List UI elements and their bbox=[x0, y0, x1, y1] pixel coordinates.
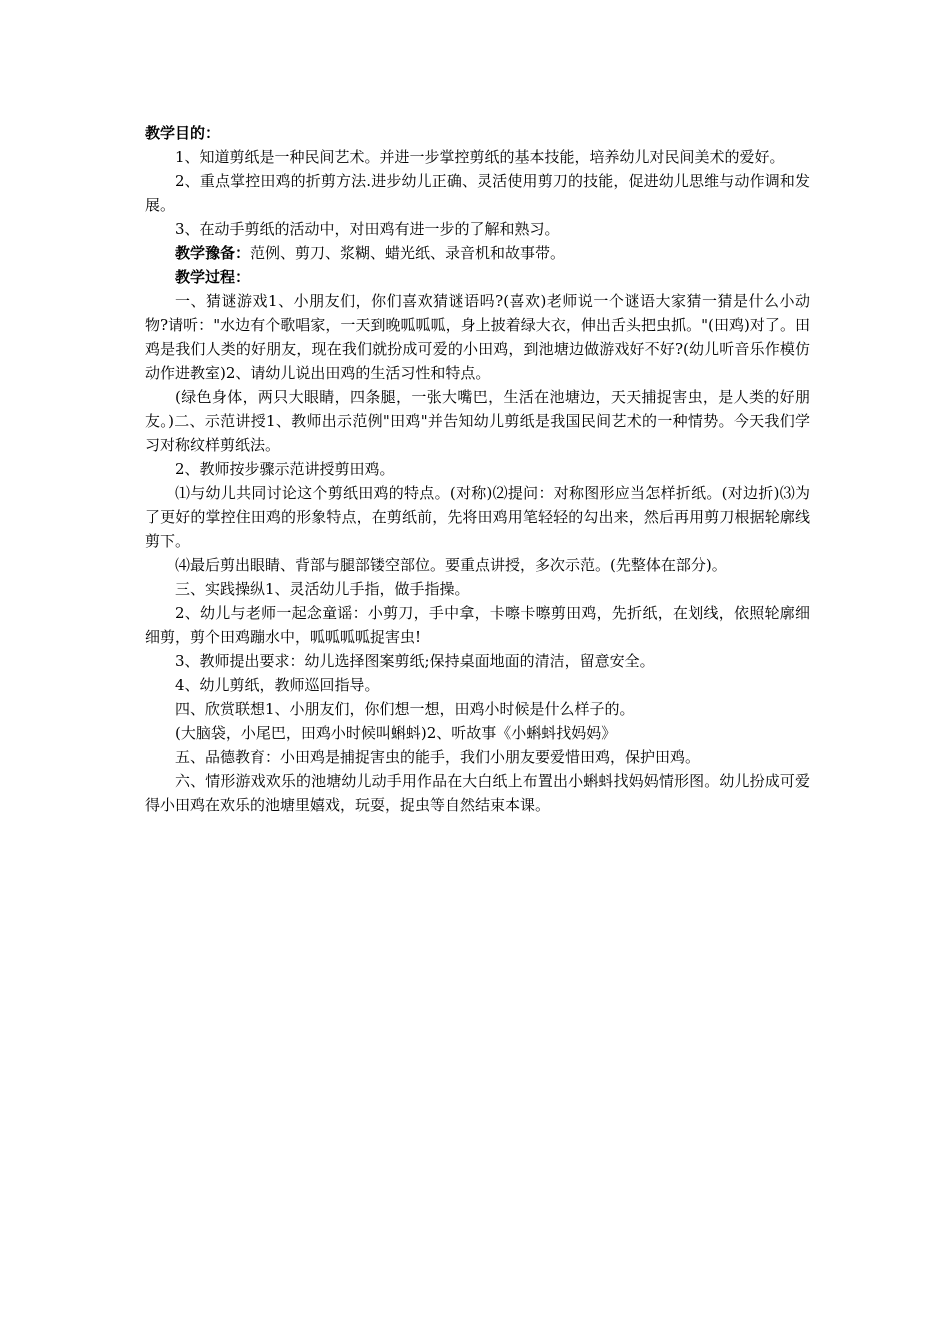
process-paragraph: 3、教师提出要求：幼儿选择图案剪纸;保持桌面地面的清洁，留意安全。 bbox=[175, 652, 655, 670]
process-paragraph: 六、情形游戏欢乐的池塘幼儿动手用作品在大白纸上布置出小蝌蚪找妈妈情形图。幼儿扮成可爱得小田鸡在欢乐的池塘里嬉戏，玩耍，捉虫等自然结束本课。 bbox=[145, 772, 810, 814]
objective-item: 2、重点掌控田鸡的折剪方法.进步幼儿正确、灵活使用剪刀的技能，促进幼儿思维与动作调和发展。 bbox=[145, 172, 810, 214]
process-paragraph: ⑴与幼儿共同讨论这个剪纸田鸡的特点。(对称)⑵提问：对称图形应当怎样折纸。(对边折)⑶为了更好的掌控住田鸡的形象特点，在剪纸前，先将田鸡用笔轻轻的勾出来，然后再用剪刀根据轮廓线剪下。 bbox=[145, 484, 810, 550]
preparation-text: 范例、剪刀、浆糊、蜡光纸、录音机和故事带。 bbox=[250, 244, 566, 262]
process-paragraph: 三、实践操纵1、灵活幼儿手指，做手指操。 bbox=[175, 580, 470, 598]
process-paragraph: 2、教师按步骤示范讲授剪田鸡。 bbox=[175, 460, 395, 478]
process-paragraph: 五、品德教育：小田鸡是捕捉害虫的能手，我们小朋友要爱惜田鸡，保护田鸡。 bbox=[175, 748, 701, 766]
process-paragraph: (大脑袋，小尾巴，田鸡小时候叫蝌蚪)2、听故事《小蝌蚪找妈妈》 bbox=[175, 724, 617, 742]
process-heading: 教学过程： bbox=[175, 268, 251, 286]
objectives-heading: 教学目的： bbox=[145, 124, 221, 142]
process-paragraph: 一、猜谜游戏1、小朋友们，你们喜欢猜谜语吗?(喜欢)老师说一个谜语大家猜一猜是什么小动物?请听："水边有个歌唱家，一天到晚呱呱呱，身上披着绿大衣，伸出舌头把虫抓。"(田鸡)对了。田鸡是我们人类的好朋友，现在我们就扮成可爱的小田鸡，到池塘边做游戏好不好?(幼儿听音乐作模仿动作进教室)2、请幼儿说出田鸡的生活习性和特点。 bbox=[145, 292, 810, 382]
process-paragraph: 四、欣赏联想1、小朋友们，你们想一想，田鸡小时候是什么样子的。 bbox=[175, 700, 635, 718]
process-paragraph: 2、幼儿与老师一起念童谣：小剪刀，手中拿，卡嚓卡嚓剪田鸡，先折纸，在划线，依照轮廓细细剪，剪个田鸡蹦水中，呱呱呱呱捉害虫! bbox=[145, 604, 810, 646]
process-paragraph: ⑷最后剪出眼睛、背部与腿部镂空部位。要重点讲授，多次示范。(先整体在部分)。 bbox=[175, 556, 727, 574]
document-page bbox=[145, 121, 810, 817]
preparation-line bbox=[145, 241, 810, 265]
objective-item: 3、在动手剪纸的活动中，对田鸡有进一步的了解和熟习。 bbox=[175, 220, 560, 238]
objective-item: 1、知道剪纸是一种民间艺术。并进一步掌控剪纸的基本技能，培养幼儿对民间美术的爱好。 bbox=[175, 148, 785, 166]
process-paragraph: 4、幼儿剪纸，教师巡回指导。 bbox=[175, 676, 380, 694]
preparation-label: 教学豫备： bbox=[175, 244, 251, 262]
process-paragraph: (绿色身体，两只大眼睛，四条腿，一张大嘴巴，生活在池塘边，天天捕捉害虫，是人类的好朋友。)二、示范讲授1、教师出示范例"田鸡"并告知幼儿剪纸是我国民间艺术的一种情势。今天我们学习对称纹样剪纸法。 bbox=[145, 388, 810, 454]
